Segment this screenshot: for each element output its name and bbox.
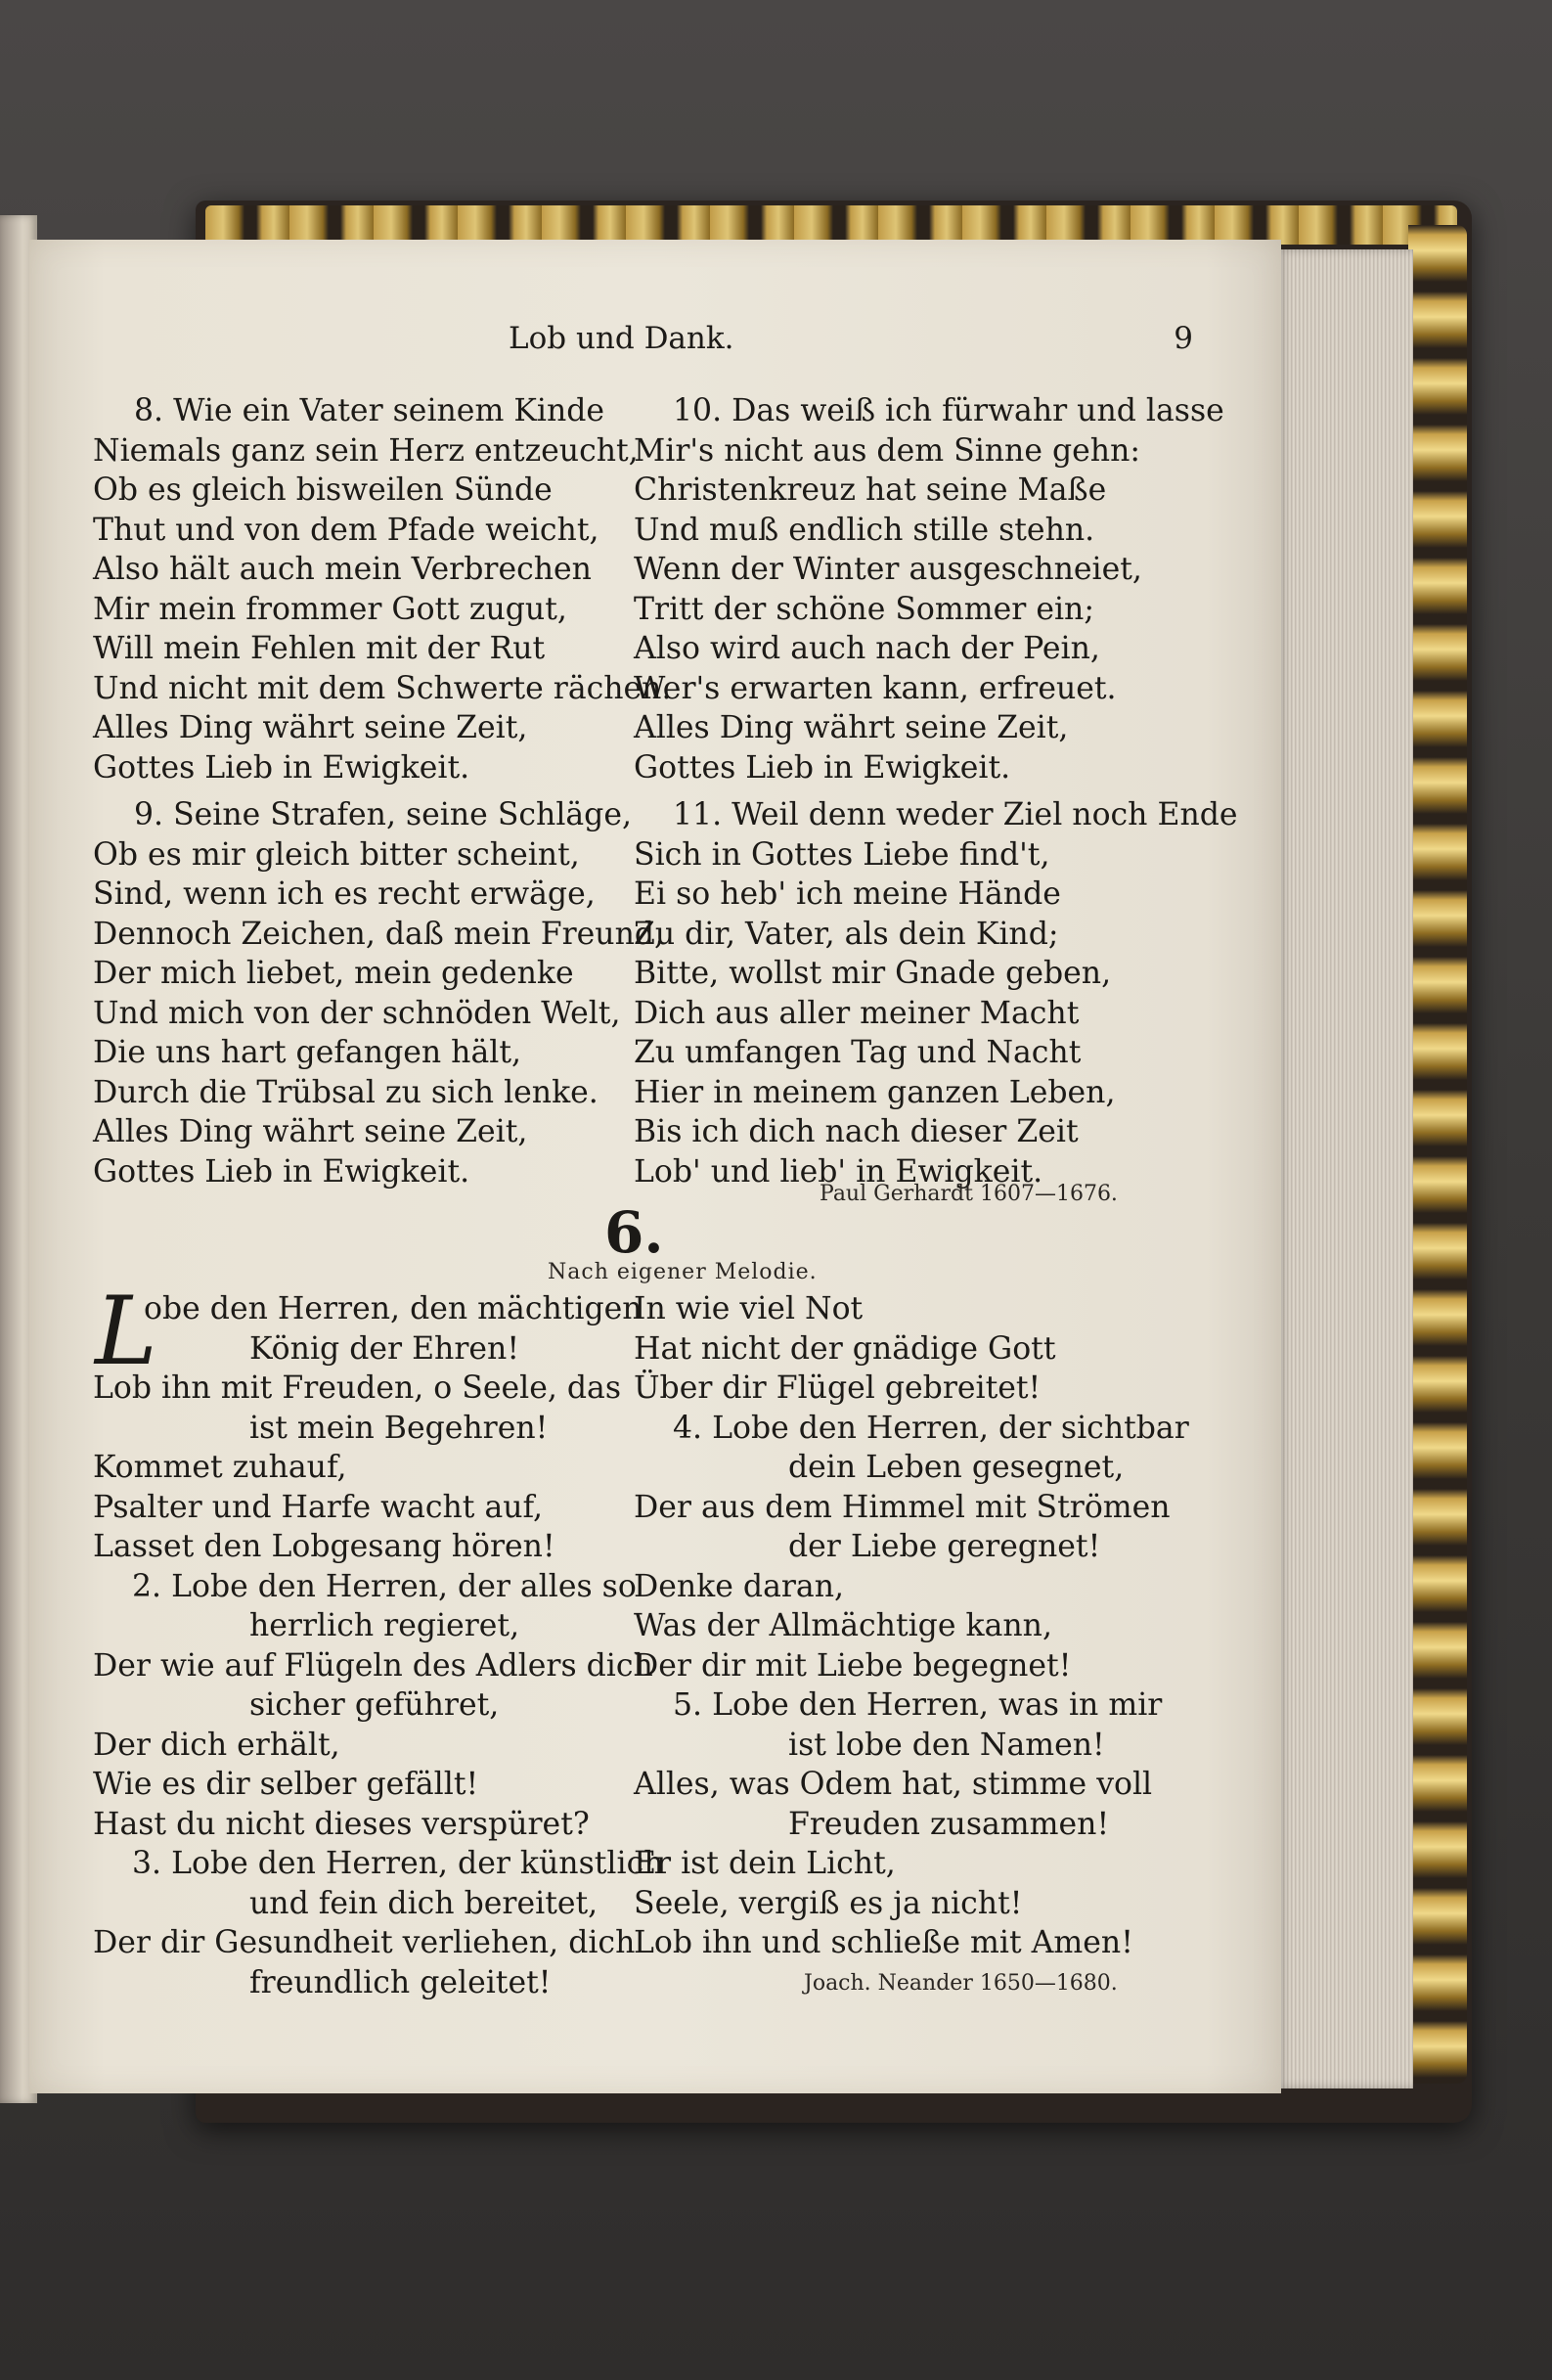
verse-line: ist lobe den Namen! <box>788 1727 1105 1763</box>
verse-line: der Liebe geregnet! <box>788 1529 1101 1564</box>
attribution-bottom: Joach. Neander 1650—1680. <box>804 1971 1118 1996</box>
verse-line: Hat nicht der gnädige Gott <box>634 1330 1056 1367</box>
verse-line: Lob ihn und schließe mit Amen! <box>634 1925 1133 1960</box>
verse-line: Die uns hart gefangen hält, <box>93 1035 521 1070</box>
running-header <box>509 321 1193 364</box>
right-column-top <box>634 391 1238 1191</box>
verse-line: Hast du nicht dieses verspüret? <box>93 1806 590 1842</box>
verse-line: Christenkreuz hat seine Maße <box>634 472 1107 508</box>
verse-line: 3. Lobe den Herren, der künstlich <box>132 1846 664 1881</box>
verse-line: Mir's nicht aus dem Sinne gehn: <box>634 432 1140 469</box>
verse-line: Was der Allmächtige kann, <box>634 1608 1052 1643</box>
verse-line: Wie es dir selber gefällt! <box>93 1767 479 1802</box>
verse-line: Ob es gleich bisweilen Sünde <box>93 472 553 508</box>
verse-line: König der Ehren! <box>249 1330 519 1367</box>
verse-line: Er ist dein Licht, <box>634 1846 896 1881</box>
verse-line: Alles Ding währt seine Zeit, <box>93 710 528 745</box>
verse-line: Also hält auch mein Verbrechen <box>93 552 592 587</box>
verse-line: Will mein Fehlen mit der Rut <box>93 631 546 666</box>
verse-line: Zu dir, Vater, als dein Kind; <box>634 916 1059 952</box>
verse-line: 4. Lobe den Herren, der sichtbar <box>673 1410 1189 1446</box>
verse-line: Der dir mit Liebe begegnet! <box>634 1647 1072 1684</box>
left-column-top <box>93 391 672 1191</box>
verse-line: Dennoch Zeichen, daß mein Freund, <box>93 916 665 952</box>
verse-line: 9. Seine Strafen, seine Schläge, <box>134 797 632 832</box>
verse-line: In wie viel Not <box>634 1291 864 1326</box>
verse-line: sicher geführet, <box>249 1687 500 1723</box>
verse-line: Gottes Lieb in Ewigkeit. <box>634 749 1011 786</box>
verse-line: Gottes Lieb in Ewigkeit. <box>93 1153 470 1190</box>
verse-line: Und nicht mit dem Schwerte rächen. <box>93 670 672 706</box>
right-column-bottom <box>634 1289 1189 1963</box>
verse-line: Der dich erhält, <box>93 1727 340 1763</box>
verse-line: Also wird auch nach der Pein, <box>634 631 1100 666</box>
gilt-top-edge <box>205 205 1457 245</box>
gilt-spine-edge <box>1408 225 1467 2084</box>
melody-note: Nach eigener Melodie. <box>548 1260 818 1284</box>
verse-line: Ei so heb' ich meine Hände <box>634 876 1061 912</box>
verse-line: Thut und von dem Pfade weicht, <box>93 512 599 548</box>
verse-line: Der aus dem Himmel mit Strömen <box>634 1489 1171 1525</box>
verse-line: Und muß endlich stille stehn. <box>634 512 1095 548</box>
verse-line: 5. Lobe den Herren, was in mir <box>673 1687 1163 1723</box>
verse-line: Mir mein frommer Gott zugut, <box>93 591 567 627</box>
verse-line: Der wie auf Flügeln des Adlers dich <box>93 1647 653 1684</box>
verse-line: obe den Herren, den mächtigen <box>144 1291 643 1326</box>
verse-line: Ob es mir gleich bitter scheint, <box>93 836 580 873</box>
verse-line: ist mein Begehren! <box>249 1410 549 1446</box>
verse-line: freundlich geleitet! <box>249 1964 552 2000</box>
verse-line: Wer's erwarten kann, erfreuet. <box>634 670 1117 706</box>
verse-line: Hier in meinem ganzen Leben, <box>634 1074 1116 1110</box>
verse-line: dein Leben gesegnet, <box>788 1450 1125 1485</box>
verse-line: Freuden zusammen! <box>788 1806 1110 1842</box>
page-number: 9 <box>1174 321 1193 356</box>
verse-line: 2. Lobe den Herren, der alles so <box>132 1568 637 1604</box>
header-title: Lob und Dank. <box>509 321 734 356</box>
page-block-edge <box>1276 249 1413 2088</box>
left-column-bottom <box>93 1289 664 2002</box>
verse-line: Tritt der schöne Sommer ein; <box>634 591 1094 627</box>
verse-line: Lob' und lieb' in Ewigkeit. <box>634 1153 1043 1190</box>
verse-line: Und mich von der schnöden Welt, <box>93 995 621 1031</box>
verse-line: Dich aus aller meiner Macht <box>634 995 1080 1031</box>
attribution-top: Paul Gerhardt 1607—1676. <box>820 1182 1118 1206</box>
verse-line: Lasset den Lobgesang hören! <box>93 1529 555 1564</box>
verse-line: Alles, was Odem hat, stimme voll <box>634 1767 1153 1802</box>
verse-line: herrlich regieret, <box>249 1608 520 1643</box>
verse-line: Der mich liebet, mein gedenke <box>93 956 574 991</box>
verse-line: 8. Wie ein Vater seinem Kinde <box>134 393 605 428</box>
verse-line: 11. Weil denn weder Ziel noch Ende <box>673 797 1238 832</box>
verse-line: Psalter und Harfe wacht auf, <box>93 1489 544 1525</box>
verse-line: Sind, wenn ich es recht erwäge, <box>93 876 596 912</box>
verse-line: Der dir Gesundheit verliehen, dich <box>93 1925 636 1960</box>
verse-line: Bitte, wollst mir Gnade geben, <box>634 956 1112 991</box>
verse-line: Bis ich dich nach dieser Zeit <box>634 1114 1079 1149</box>
verse-line: und fein dich bereitet, <box>249 1885 599 1921</box>
drop-cap: L <box>95 1277 157 1386</box>
verse-line: Lob ihn mit Freuden, o Seele, das <box>93 1370 621 1406</box>
verse-line: Alles Ding währt seine Zeit, <box>93 1114 528 1149</box>
verse-line: Durch die Trübsal zu sich lenke. <box>93 1074 599 1110</box>
verse-line: Sich in Gottes Liebe find't, <box>634 836 1050 873</box>
verse-line: Wenn der Winter ausgeschneiet, <box>634 552 1142 587</box>
verse-line: Alles Ding währt seine Zeit, <box>634 710 1069 745</box>
verse-line: Gottes Lieb in Ewigkeit. <box>93 749 470 786</box>
verse-line: Seele, vergiß es ja nicht! <box>634 1885 1023 1921</box>
verse-line: Über dir Flügel gebreitet! <box>634 1370 1042 1406</box>
verse-line: Kommet zuhauf, <box>93 1450 347 1485</box>
verse-line: Niemals ganz sein Herz entzeucht, <box>93 432 639 469</box>
verse-line: Zu umfangen Tag und Nacht <box>634 1035 1082 1070</box>
hymn-number: 6. <box>604 1199 664 1266</box>
verse-line: Denke daran, <box>634 1568 845 1604</box>
verse-line: 10. Das weiß ich fürwahr und lasse <box>673 393 1224 428</box>
